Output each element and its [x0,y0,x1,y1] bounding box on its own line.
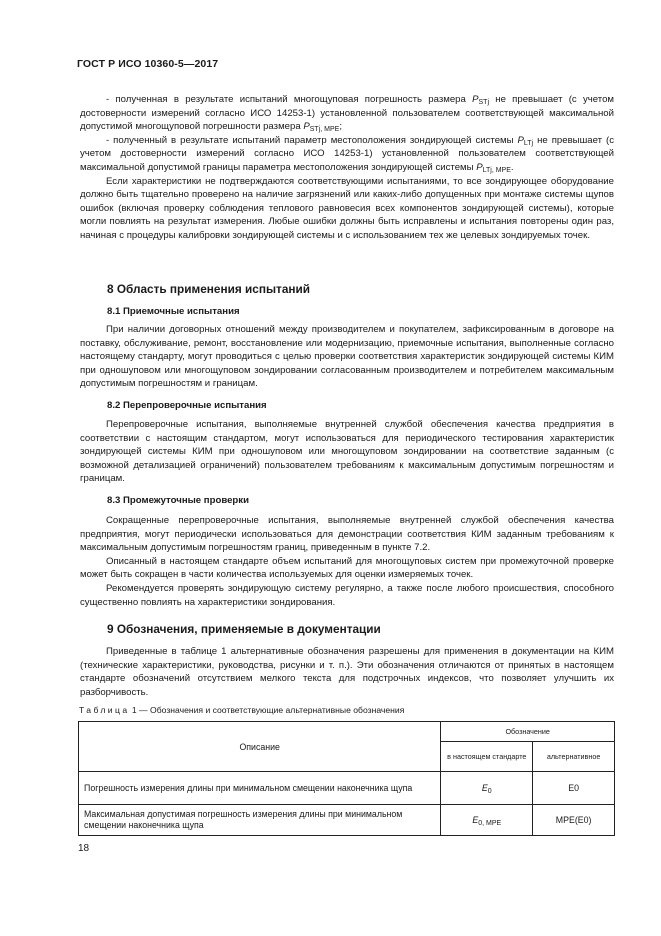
section-9-text-block [80,645,614,699]
intro-paragraph-3: Если характеристики не подтверждаются соответствующими испытаниями, то все зондирующее оборудование должно быть тщательно проверено на наличие загрязнений или каких-либо допущенных при монтаже системы щупов ошибок (включая проверку соблюдения теплового равновесия всех компонентов зондирующей системы), которые могли повлиять на результат измерения. Любые ошибки должны быть исправлены и испытания повторены один раз, начиная с процедуры калибровки зондирующей системы и с использованием тех же целевых зондируемых точек. [80,175,614,241]
table-header-alternative: альтернативное [533,742,615,772]
table-cell-description: Погрешность измерения длины при минимальном смещении наконечника щупа [79,772,441,805]
section-8-2-text-block [80,418,614,486]
table-caption-label: Таблица [79,705,130,715]
section-8-3-text-2: Описанный в настоящем стандарте объем испытаний для многощуповых систем при промежуточной проверке может быть сокращен в части количества используемых для оценки измеряемых точек. [80,555,614,581]
section-8-1-title: 8.1 Приемочные испытания [107,306,240,317]
intro-paragraph-1: - полученная в результате испытаний многощуповая погрешность размера $P_{STj}$ не превышает (с учетом достоверности измерений согласно ИСО 14253-1) установленной пользователем соответствующей максимальной допустимой многощуповой погрешности размера $P_{STj, MPE}$; [80,94,615,134]
section-8-title: 8 Область применения испытаний [107,282,311,296]
section-9-text: Приведенные в таблице 1 альтернативные обозначения разрешены для применения в документации на КИМ (технические характеристики, руководства, рисунки и т. п.). Эти обозначения отличаются от принятых в настоящем стандарте обозначений отсутствием мелкого текста для подстрочных индексов, что позволяет улучшить их разборчивость. [80,646,614,698]
symbols-table [78,721,615,836]
section-9-title: 9 Обозначения, применяемые в документации [107,622,381,636]
section-8-3-text-3: Рекомендуется проверять зондирующую систему регулярно, а также после любого происшествия, способного существенно повлиять на характеристики зондирования. [80,582,614,608]
section-8-3-text-block [80,514,614,609]
section-8-2-title: 8.2 Перепроверочные испытания [107,400,267,411]
table-cell-alternative-symbol: MPE(E0) [533,805,615,836]
section-8-3-title: 8.3 Промежуточные проверки [107,495,249,506]
table-header-standard: в настоящем стандарте [441,742,533,772]
intro-block [80,93,614,243]
table-row [79,772,615,805]
page-number: 18 [78,843,90,854]
table-cell-standard-symbol: $E_{0, MPE}$ [441,805,533,836]
section-8-1-text: При наличии договорных отношений между производителем и покупателем, зафиксированным в договоре на поставку, обслуживание, ремонт, восстановление или модернизацию, приемочные испытания, выполненные согласно настоящему стандарту, могут проводиться с целью проверки соответствия характеристик зондирующей системы КИМ при одношуповом или многощуповом зондировании согласованным производителем и потребителем максимальным допустимым погрешностям и границам. [80,324,614,390]
table-caption-text: 1 — Обозначения и соответствующие альтернативные обозначения [131,705,405,715]
section-8-3-text-1: Сокращенные перепроверочные испытания, выполняемые внутренней службой обеспечения качества предприятия, могут периодически использоваться для демонстрации соответствия КИМ заданным требованиям к максимальным допустимым погрешностям границ, приведенным в пункте 7.2. [80,515,614,554]
intro-paragraph-2: - полученный в результате испытаний параметр местоположения зондирующей системы $P_{LTj}$ не превышает (с учетом достоверности измерений согласно ИСО 14253-1) установленной пользователем соответствующей максимальной допустимой границы параметра местоположения зондирующей системы $P_{LTj, MPE}$. [80,134,614,174]
table-cell-alternative-symbol: E0 [533,772,615,805]
table-cell-standard-symbol: $E_0$ [441,772,533,805]
table-row [79,805,615,836]
table-header-description: Описание [79,722,441,772]
table-caption [79,705,404,715]
section-8-2-text: Перепроверочные испытания, выполняемые внутренней службой обеспечения качества предприятия в соответствии с настоящим стандартом, могут использоваться для периодического тестирования характеристик зондирующей системы КИМ при одношуповом или многощуповом зондировании на соответствие заданным (с возможной детализацией ограничений) пользователем требованиям к максимальным допустимым погрешностям и границам. [80,419,614,485]
document-header: ГОСТ Р ИСО 10360-5—2017 [77,58,219,70]
table-cell-description: Максимальная допустимая погрешность измерения длины при минимальном смещении наконечника щупа [79,805,441,836]
table-header-symbol-group: Обозначение [441,722,615,742]
section-8-1-text-block [80,323,614,391]
